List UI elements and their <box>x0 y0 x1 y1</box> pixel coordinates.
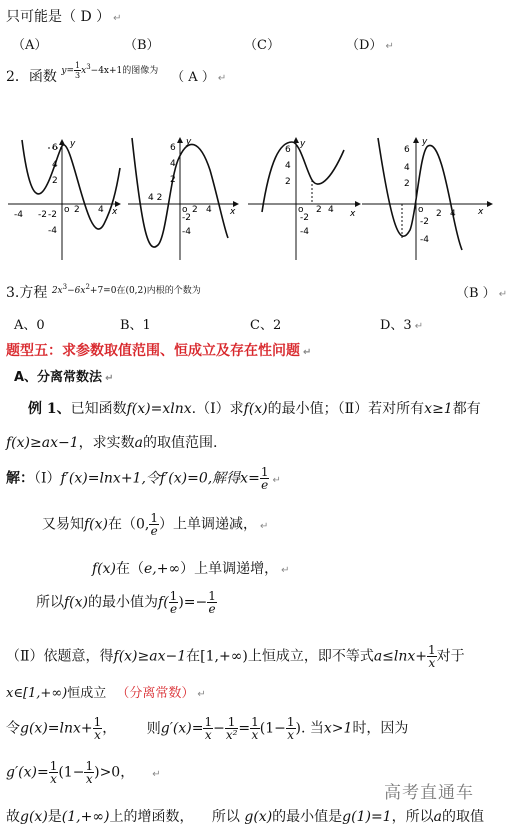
q1-option-a: （A） <box>12 38 48 53</box>
q1-answer-line: 只可能是（ D ） ↵ <box>6 9 122 25</box>
q2-line: 2．函数 $^{y= \frac{1}{3} x^3-4x+1的图像为}$ （ A ） ↵ <box>6 61 227 85</box>
svg-text:2: 2 <box>170 175 176 185</box>
graph-a <box>8 139 120 260</box>
section-heading: 题型五：求参数取值范围、恒成立及存在性问题 ↵ <box>6 343 312 359</box>
q1-option-b: （B） <box>124 38 160 53</box>
svg-text:2: 2 <box>74 205 80 215</box>
graph-c <box>248 138 360 260</box>
svg-text:2: 2 <box>436 209 442 219</box>
q3-line: 3.方程 $^{2x^3-6x^2+7=0在(0,2)内根的个数为}$ <box>6 283 201 301</box>
svg-text:2: 2 <box>285 177 291 187</box>
svg-text:x: x <box>112 207 118 217</box>
svg-text:2: 2 <box>192 205 198 215</box>
solution-line7: 令g(x)=lnx+ $\frac{1}{x}$ ， 则g′(x)= $\frac{1}{x}$ − $\frac{1}{\text{x²}}$ = $\frac{1}{x}$ (1− $\frac{1}{x}$ ). 当x>1时，因为 <box>6 715 409 742</box>
watermark: 高考直通车 <box>384 783 474 803</box>
solution-line5: （Ⅱ）依题意，得f(x)≥ax−1在[1,+∞)上恒成立，即不等式a≤lnx+ $\frac{1}{x}$ 对于 <box>6 643 465 670</box>
svg-text:6: 6 <box>285 145 291 155</box>
svg-text:4: 4 <box>285 161 291 171</box>
svg-text:-2: -2 <box>182 213 191 223</box>
svg-text:x: x <box>230 207 236 217</box>
svg-text:o: o <box>182 205 188 215</box>
svg-text:-4: -4 <box>420 235 429 245</box>
svg-text:o: o <box>64 205 70 215</box>
svg-text:x: x <box>478 207 484 217</box>
svg-text:o: o <box>298 205 304 215</box>
svg-text:-2: -2 <box>38 210 47 220</box>
svg-text:y: y <box>300 139 306 149</box>
svg-text:4: 4 <box>170 159 176 169</box>
solution-line4: 所以f(x)的最小值为f( $\frac{1}{e}$ )=− $\frac{1}{e}$ <box>36 589 216 616</box>
svg-text:4: 4 <box>98 205 104 215</box>
svg-text:2: 2 <box>316 205 322 215</box>
solution-line1: 解：（Ⅰ）f′(x)=lnx+1,令f′(x)=0,解得x= $\frac{1}{e}$ ↵ <box>6 465 281 492</box>
svg-text:y: y <box>70 139 76 149</box>
svg-text:-2: -2 <box>48 210 57 220</box>
q2-graphs <box>0 120 521 270</box>
q3-option-b: B、1 <box>120 318 151 333</box>
q1-option-c: （C） <box>244 38 280 53</box>
svg-text:4: 4 <box>206 205 212 215</box>
svg-text:4: 4 <box>404 163 410 173</box>
q3-option-d: D、3 ↵ <box>380 318 424 333</box>
q3-option-c: C、2 <box>250 318 282 333</box>
svg-text:2: 2 <box>52 176 58 186</box>
q3-option-a: A、0 <box>14 318 45 333</box>
example1-line1: 例 1、已知函数f(x)=xlnx.（Ⅰ）求f(x)的最小值；（Ⅱ）若对所有x≥1都有 <box>28 401 481 417</box>
example1-line2: f(x)≥ax−1，求实数a的取值范围. <box>6 435 218 451</box>
svg-text:o: o <box>418 205 424 215</box>
solution-line8: g′(x)= $\frac{1}{x}$ (1− $\frac{1}{x}$ )>0， ↵ <box>6 759 161 786</box>
svg-text:6: 6 <box>52 143 58 153</box>
q3-equation: 2x3−6x2+7=0在(0,2)内根的个数为 <box>51 283 201 296</box>
graph-b <box>128 137 238 260</box>
svg-text:y: y <box>422 137 428 147</box>
svg-text:-2: -2 <box>300 213 309 223</box>
q3-answer: （B ） ↵ <box>456 286 508 301</box>
svg-text:-4: -4 <box>48 226 57 236</box>
svg-text:4: 4 <box>450 209 456 219</box>
svg-text:x: x <box>350 209 356 219</box>
svg-text:4: 4 <box>52 160 58 170</box>
svg-text:6: 6 <box>170 143 176 153</box>
svg-text:-4: -4 <box>14 210 23 220</box>
svg-text:4: 4 <box>328 205 334 215</box>
solution-line3: f(x)在（e,+∞）上单调递增， ↵ <box>92 561 290 577</box>
q2-function: y= 1 3 x3−4x+1的图像为 <box>61 61 159 80</box>
svg-text:-2: -2 <box>420 217 429 227</box>
solution-line6: x∈[1,+∞)恒成立 （分离常数） ↵ <box>6 686 206 701</box>
subsection-heading: A、分离常数法 ↵ <box>14 370 114 385</box>
solution-line9: 故g(x)是(1,+∞)上的增函数， 所以 g(x)的最小值是g(1)=1，所以a的取值 <box>6 809 484 825</box>
svg-text:6: 6 <box>404 145 410 155</box>
svg-text:-4: -4 <box>182 227 191 237</box>
graph-d <box>362 137 492 260</box>
svg-text:2: 2 <box>404 179 410 189</box>
q1-option-d: （D） ↵ <box>346 38 394 53</box>
svg-text:y: y <box>186 137 192 147</box>
solution-line2: 又易知f(x)在（0, $\frac{1}{e}$ ）上单调递减， ↵ <box>42 511 269 538</box>
svg-text:4 2: 4 2 <box>148 193 163 203</box>
svg-text:-4: -4 <box>300 227 309 237</box>
